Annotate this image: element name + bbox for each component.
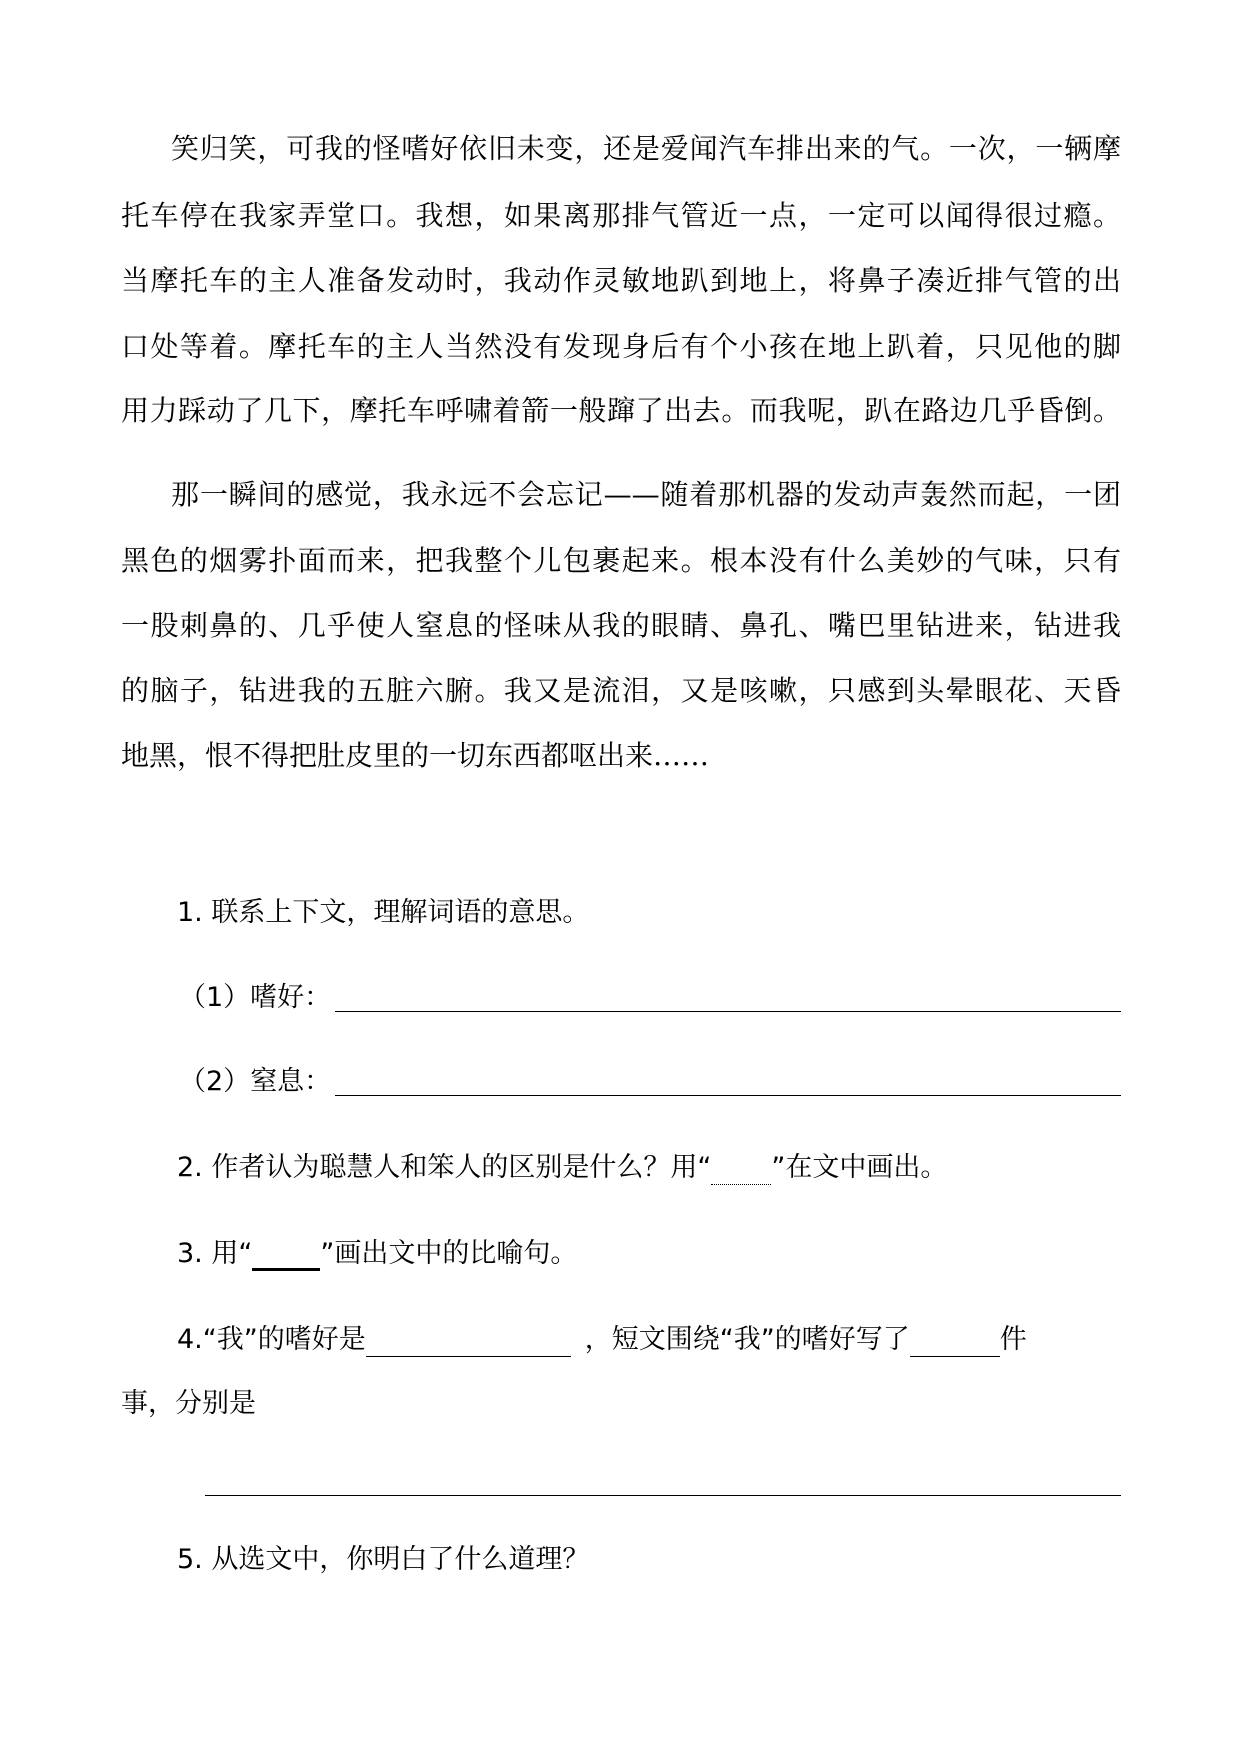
question-5: 5. 从选文中，你明白了什么道理？	[177, 1544, 590, 1575]
answer-line-1-2[interactable]	[335, 1095, 1121, 1096]
answer-line-1-1[interactable]	[335, 1011, 1121, 1012]
question-2	[177, 1151, 947, 1185]
question-1-1-label: （1）嗜好：	[179, 982, 332, 1013]
passage-line: 笑归笑，可我的怪嗜好依旧未变，还是爱闻汽车排出来的气。一次，一辆摩	[171, 132, 1121, 165]
question-4-text: 4.“我”的嗜好是	[177, 1324, 366, 1355]
passage-line: 那一瞬间的感觉，我永远不会忘记——随着那机器的发动声轰然而起，一团	[171, 478, 1121, 511]
passage-line: 黑色的烟雾扑面而来，把我整个儿包裹起来。根本没有什么美妙的气味，只有	[121, 544, 1121, 577]
passage-line: 地黑，恨不得把肚皮里的一切东西都呕出来……	[121, 739, 710, 772]
passage-line: 当摩托车的主人准备发动时，我动作灵敏地趴到地上，将鼻子凑近排气管的出	[121, 264, 1121, 297]
passage-line: 的脑子，钻进我的五脏六腑。我又是流泪，又是咳嗽，只感到头晕眼花、天昏	[121, 674, 1121, 707]
wavy-underline-mark	[711, 1158, 771, 1185]
passage-line: 用力踩动了几下，摩托车呼啸着箭一般蹿了出去。而我呢，趴在路边几乎昏倒。	[121, 394, 1121, 427]
question-1: 1. 联系上下文，理解词语的意思。	[177, 897, 590, 928]
answer-blank-count[interactable]	[910, 1330, 1000, 1357]
question-2-text: 2. 作者认为聪慧人和笨人的区别是什么？用“	[177, 1152, 712, 1183]
question-2-text-end: ”在文中画出。	[771, 1152, 948, 1183]
question-4-text-end: 件	[999, 1324, 1027, 1355]
answer-blank-hobby[interactable]	[366, 1330, 571, 1357]
passage-line: 托车停在我家弄堂口。我想，如果离那排气管近一点，一定可以闻得很过瘾。	[121, 199, 1121, 232]
question-4-continued: 事，分别是	[121, 1388, 256, 1419]
question-4	[177, 1323, 1027, 1357]
passage-line: 口处等着。摩托车的主人当然没有发现身后有个小孩在地上趴着，只见他的脚	[121, 330, 1121, 363]
question-1-2-label: （2）窒息：	[179, 1066, 332, 1097]
question-3-text: 3. 用“	[177, 1238, 253, 1269]
question-3-text-end: ”画出文中的比喻句。	[320, 1238, 578, 1269]
question-3	[177, 1237, 577, 1271]
straight-underline-mark	[252, 1242, 320, 1271]
passage-line: 一股刺鼻的、几乎使人窒息的怪味从我的眼睛、鼻孔、嘴巴里钻进来，钻进我	[121, 609, 1121, 642]
question-4-text-mid: ，短文围绕“我”的嗜好写了	[584, 1324, 910, 1355]
answer-line-4[interactable]	[205, 1495, 1121, 1496]
